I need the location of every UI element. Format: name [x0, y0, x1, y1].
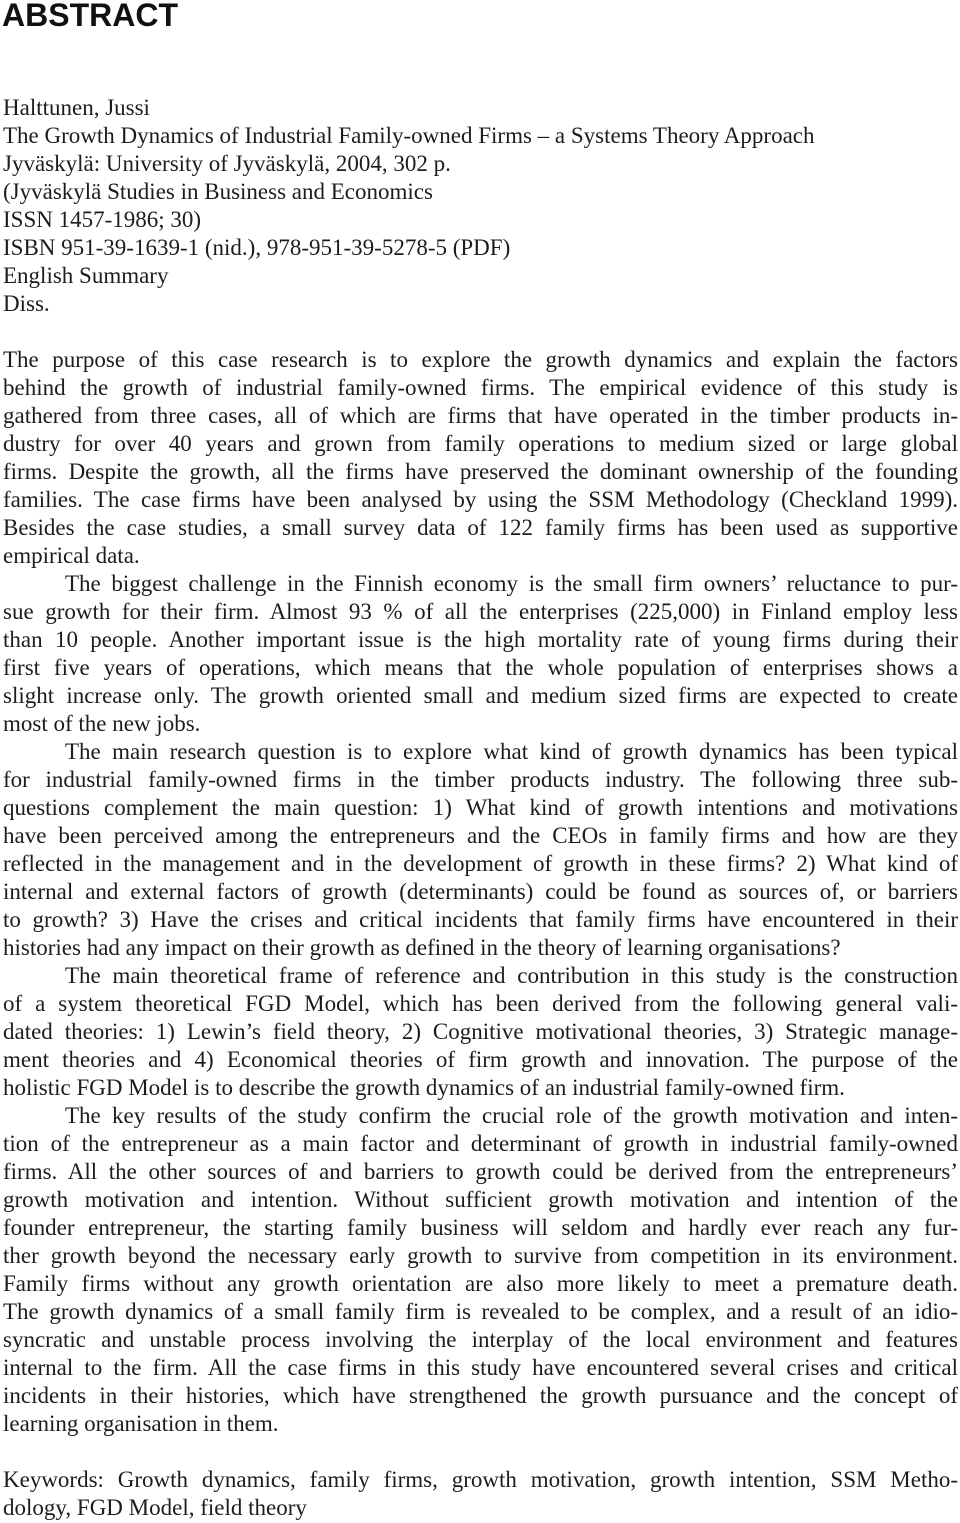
abstract-line: founder entrepreneur, the starting family business will seldom and hardly ever reach any fur-: [3, 1215, 958, 1240]
abstract-line: have been perceived among the entrepreneurs and the CEOs in family firms and how are they: [3, 823, 958, 848]
abstract-line: internal to the firm. All the case firms in this study have encountered several crises and critical: [3, 1355, 958, 1380]
abstract-paragraph: [3, 962, 958, 1102]
abstract-line: to growth? 3) Have the crises and critical incidents that family firms have encountered in their: [3, 907, 958, 932]
abstract-line: growth motivation and intention. Without sufficient growth motivation and intention of the: [3, 1187, 958, 1212]
abstract-line: syncratic and unstable process involving the interplay of the local environment and features: [3, 1327, 958, 1352]
abstract-line: dated theories: 1) Lewin’s field theory, 2) Cognitive motivational theories, 3) Strategic manage-: [3, 1019, 958, 1044]
document-type: Diss.: [3, 291, 50, 316]
abstract-body: [3, 346, 958, 1438]
publication-info: Jyväskylä: University of Jyväskylä, 2004, 302 p.: [3, 151, 451, 176]
abstract-line: histories had any impact on their growth as defined in the theory of learning organisations?: [3, 935, 841, 960]
abstract-line: questions complement the main question: 1) What kind of growth intentions and motivations: [3, 795, 958, 820]
author-name: Halttunen, Jussi: [3, 95, 150, 120]
abstract-line: slight increase only. The growth oriented small and medium sized firms are expected to create: [3, 683, 958, 708]
abstract-line: firms. All the other sources of and barriers to growth could be derived from the entrepreneurs’: [3, 1159, 958, 1184]
abstract-line: reflected in the management and in the development of growth in these firms? 2) What kind of: [3, 851, 958, 876]
bibliographic-details: [3, 94, 957, 318]
series-info: (Jyväskylä Studies in Business and Economics: [3, 179, 433, 204]
abstract-line: firms. Despite the growth, all the firms have preserved the dominant ownership of the founding: [3, 459, 958, 484]
abstract-line: behind the growth of industrial family-owned firms. The empirical evidence of this study is: [3, 375, 958, 400]
abstract-line: internal and external factors of growth (determinants) could be found as sources of, or barriers: [3, 879, 958, 904]
summary-language: English Summary: [3, 263, 169, 288]
abstract-line: than 10 people. Another important issue is the high mortality rate of young firms during their: [3, 627, 958, 652]
abstract-line: incidents in their histories, which have strengthened the growth pursuance and the concept of: [3, 1383, 958, 1408]
abstract-line: first five years of operations, which means that the whole population of enterprises shows a: [3, 655, 958, 680]
issn: ISSN 1457-1986; 30): [3, 207, 202, 232]
abstract-paragraph: [3, 346, 958, 570]
abstract-line: The biggest challenge in the Finnish economy is the small firm owners’ reluctance to pur-: [65, 571, 958, 596]
abstract-line: families. The case firms have been analysed by using the SSM Methodology (Checkland 1999).: [3, 487, 958, 512]
abstract-line: holistic FGD Model is to describe the growth dynamics of an industrial family-owned firm.: [3, 1075, 845, 1100]
abstract-line: ment theories and 4) Economical theories of firm growth and innovation. The purpose of the: [3, 1047, 958, 1072]
abstract-line: The purpose of this case research is to explore the growth dynamics and explain the factors: [3, 347, 958, 372]
keywords-line: dology, FGD Model, field theory: [3, 1495, 307, 1520]
isbn: ISBN 951-39-1639-1 (nid.), 978-951-39-5278-5 (PDF): [3, 235, 511, 260]
abstract-line: Besides the case studies, a small survey data of 122 family firms has been used as supportive: [3, 515, 958, 540]
abstract-line: tion of the entrepreneur as a main factor and determinant of growth in industrial family-owned: [3, 1131, 958, 1156]
abstract-line: The key results of the study confirm the crucial role of the growth motivation and inten-: [65, 1103, 958, 1128]
abstract-line: gathered from three cases, all of which are firms that have operated in the timber products in-: [3, 403, 958, 428]
abstract-line: Family firms without any growth orientation are also more likely to meet a premature death.: [3, 1271, 958, 1296]
abstract-paragraph: [3, 1102, 958, 1438]
abstract-line: sue growth for their firm. Almost 93 % of all the enterprises (225,000) in Finland employ less: [3, 599, 958, 624]
page-title: ABSTRACT: [2, 0, 178, 33]
abstract-line: The main research question is to explore what kind of growth dynamics has been typical: [65, 739, 958, 764]
abstract-line: for industrial family-owned firms in the timber products industry. The following three sub-: [3, 767, 958, 792]
abstract-line: of a system theoretical FGD Model, which has been derived from the following general vali-: [3, 991, 958, 1016]
abstract-line: empirical data.: [3, 543, 140, 568]
thesis-title: The Growth Dynamics of Industrial Family-owned Firms – a Systems Theory Approach: [3, 123, 815, 148]
abstract-line: most of the new jobs.: [3, 711, 201, 736]
abstract-paragraph: [3, 570, 958, 738]
abstract-line: dustry for over 40 years and grown from family operations to medium sized or large global: [3, 431, 958, 456]
abstract-paragraph: [3, 738, 958, 962]
abstract-line: The main theoretical frame of reference and contribution in this study is the construction: [65, 963, 958, 988]
abstract-line: The growth dynamics of a small family firm is revealed to be complex, and a result of an idio-: [3, 1299, 958, 1324]
keywords-line: Keywords: Growth dynamics, family firms, growth motivation, growth intention, SSM Metho-: [3, 1467, 958, 1492]
keywords: [3, 1466, 958, 1522]
abstract-line: ther growth beyond the necessary early growth to survive from competition in its environment.: [3, 1243, 958, 1268]
abstract-line: learning organisation in them.: [3, 1411, 279, 1436]
